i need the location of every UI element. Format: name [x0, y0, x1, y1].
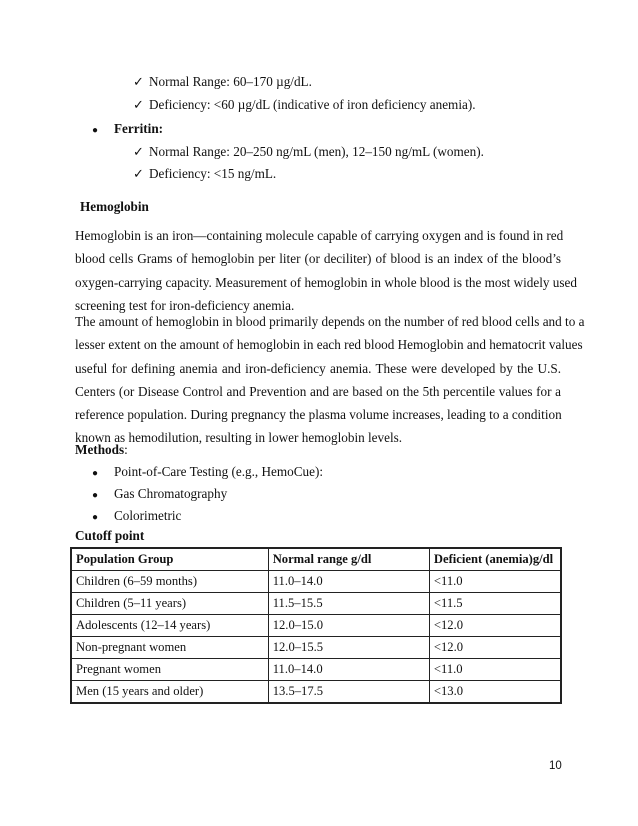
table-row	[71, 659, 561, 681]
methods-label: Methods:	[75, 442, 128, 457]
checkmark-icon: ✓	[133, 97, 145, 112]
bullet-icon: ●	[92, 468, 99, 479]
table-cell: 13.5–17.5	[268, 681, 429, 704]
table-cell: 12.0–15.5	[268, 637, 429, 659]
list-item: ✓ Deficiency: <15 ng/mL.	[133, 166, 277, 181]
list-item: ✓ Normal Range: 60–170 µg/dL.	[133, 74, 312, 89]
table-cell: Men (15 years and older)	[71, 681, 268, 704]
list-item: ✓ Normal Range: 20–250 ng/mL (men), 12–150 ng/mL (women).	[133, 144, 484, 159]
list-item: ● Point-of-Care Testing (e.g., HemoCue):	[92, 464, 324, 479]
checkmark-icon: ✓	[133, 74, 145, 89]
table-header-row	[71, 548, 561, 571]
checkmark-icon: ✓	[133, 166, 145, 181]
table-header-cell: Population Group	[71, 548, 268, 571]
section-heading: Hemoglobin	[80, 199, 149, 214]
table-cell: 11.5–15.5	[268, 593, 429, 615]
paragraph: Hemoglobin is an iron—containing molecule capable of carrying oxygen and is found in red blood cells Grams of hemoglobin per liter (or deciliter) of blood is an index of the blood’s oxygen-carrying capacity. Measurement of hemoglobin in whole blood is the most widely used screening test for iron-deficiency anemia.	[75, 228, 577, 313]
table-cell: Children (5–11 years)	[71, 593, 268, 615]
table-cell: <11.0	[429, 571, 561, 593]
table-row	[71, 615, 561, 637]
table-cell: <13.0	[429, 681, 561, 704]
table-header-cell: Deficient (anemia)g/dl	[429, 548, 561, 571]
bullet-icon: ●	[92, 512, 99, 523]
table-cell: Adolescents (12–14 years)	[71, 615, 268, 637]
table-cell: <12.0	[429, 615, 561, 637]
bullet-icon: ●	[92, 125, 99, 136]
bullet-icon: ●	[92, 490, 99, 501]
list-item: ● Colorimetric	[92, 508, 182, 523]
checkmark-icon: ✓	[133, 144, 145, 159]
paragraph: The amount of hemoglobin in blood primarily depends on the number of red blood cells and to a lesser extent on the amount of hemoglobin in each red blood Hemoglobin and hematocrit values useful for defining anemia and iron-deficiency anemia. These were developed by the U.S. Centers (or Disease Control and Prevention and are based on the 5th percentile values for a reference population. During pregnancy the plasma volume increases, leading to a condition known as hemodilution, resulting in lower hemoglobin levels.	[75, 314, 585, 446]
table-cell: Children (6–59 months)	[71, 571, 268, 593]
table-row	[71, 593, 561, 615]
cutoff-label: Cutoff point	[75, 528, 145, 543]
table-header-cell: Normal range g/dl	[268, 548, 429, 571]
table-cell: Pregnant women	[71, 659, 268, 681]
table-cell: <11.0	[429, 659, 561, 681]
table-cell: 12.0–15.0	[268, 615, 429, 637]
table-row	[71, 571, 561, 593]
table-row	[71, 637, 561, 659]
table-cell: Non-pregnant women	[71, 637, 268, 659]
table-cell: <11.5	[429, 593, 561, 615]
table-cell: 11.0–14.0	[268, 571, 429, 593]
list-item: ● Gas Chromatography	[92, 486, 228, 501]
list-item: ● Ferritin:	[92, 121, 164, 136]
table-cell: <12.0	[429, 637, 561, 659]
page-number: 10	[549, 760, 562, 772]
cutoff-table	[70, 547, 562, 704]
table-cell: 11.0–14.0	[268, 659, 429, 681]
table-row	[71, 681, 561, 704]
list-item: ✓ Deficiency: <60 µg/dL (indicative of iron deficiency anemia).	[133, 97, 476, 112]
